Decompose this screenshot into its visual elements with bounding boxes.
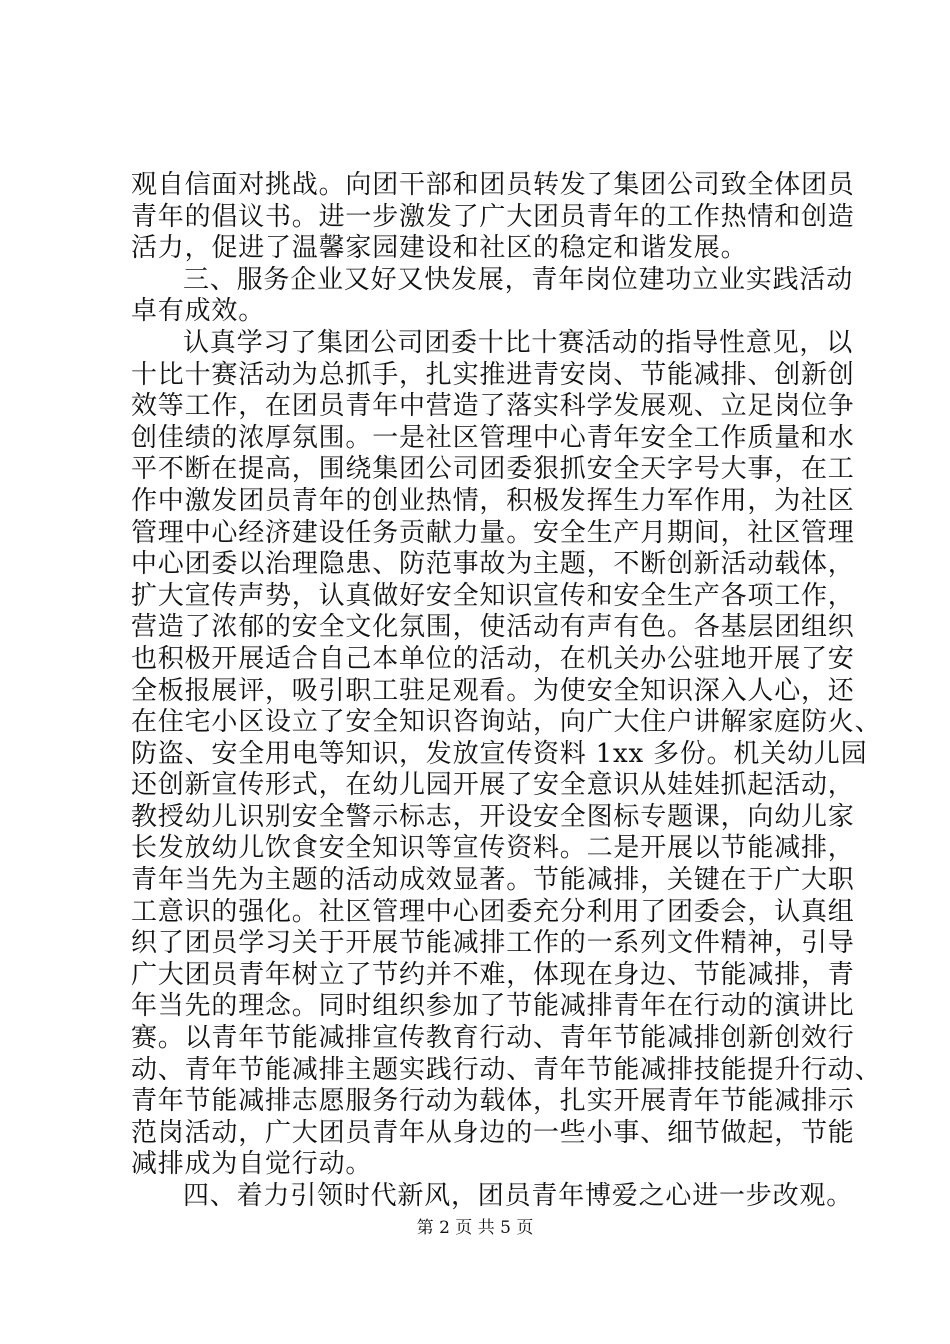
text-line: 作中激发团员青年的创业热情，积极发挥生力军作用，为社区 [131, 485, 855, 516]
section-heading-3: 三、服务企业又好又快发展，青年岗位建功立业实践活动 [183, 264, 854, 295]
text-line: 范岗活动，广大团员青年从身边的一些小事、细节做起，节能 [131, 1117, 855, 1148]
text-line: 在住宅小区设立了安全知识咨询站，向广大住户讲解家庭防火、 [131, 707, 882, 738]
text-line: 卓有成效。 [131, 296, 266, 327]
text-line: 减排成为自觉行动。 [131, 1149, 373, 1180]
text-line: 观自信面对挑战。向团干部和团员转发了集团公司致全体团员 [131, 170, 855, 200]
text-line: 织了团员学习关于开展节能减排工作的一系列文件精神，引导 [131, 928, 855, 959]
paragraph-start: 认真学习了集团公司团委十比十赛活动的指导性意见，以 [183, 327, 854, 358]
text-line: 防盗、安全用电等知识，发放宣传资料 1xx 多份。机关幼儿园 [131, 738, 868, 769]
text-line: 年当先的理念。同时组织参加了节能减排青年在行动的演讲比 [131, 991, 855, 1022]
text-line: 营造了浓郁的安全文化氛围，使活动有声有色。各基层团组织 [131, 612, 855, 643]
text-line: 活力，促进了温馨家园建设和社区的稳定和谐发展。 [131, 233, 748, 264]
text-line: 管理中心经济建设任务贡献力量。安全生产月期间，社区管理 [131, 517, 855, 548]
section-heading-4: 四、着力引领时代新风，团员青年博爱之心进一步改观。 [183, 1181, 854, 1211]
document-body [131, 170, 882, 1213]
text-line: 青年节能减排志愿服务行动为载体，扎实开展青年节能减排示 [131, 1086, 855, 1117]
page-number-footer: 第 2 页 共 5 页 [416, 1218, 534, 1238]
text-line: 教授幼儿识别安全警示标志，开设安全图标专题课，向幼儿家 [131, 801, 855, 832]
text-line: 扩大宣传声势，认真做好安全知识宣传和安全生产各项工作， [131, 580, 855, 611]
text-line: 十比十赛活动为总抓手，扎实推进青安岗、节能减排、创新创 [131, 359, 855, 390]
text-line: 中心团委以治理隐患、防范事故为主题，不断创新活动载体， [131, 549, 855, 580]
text-line: 长发放幼儿饮食安全知识等宣传资料。二是开展以节能减排， [131, 833, 855, 864]
text-line: 动、青年节能减排主题实践行动、青年节能减排技能提升行动、 [131, 1054, 882, 1085]
text-line: 赛。以青年节能减排宣传教育行动、青年节能减排创新创效行 [131, 1023, 855, 1054]
text-line: 广大团员青年树立了节约并不难，体现在身边、节能减排，青 [131, 959, 855, 990]
text-line: 青年当先为主题的活动成效显著。节能减排，关键在于广大职 [131, 865, 855, 896]
text-line: 创佳绩的浓厚氛围。一是社区管理中心青年安全工作质量和水 [131, 422, 855, 453]
text-line: 全板报展评，吸引职工驻足观看。为使安全知识深入人心，还 [131, 675, 855, 706]
text-line: 平不断在提高，围绕集团公司团委狠抓安全天字号大事，在工 [131, 454, 855, 485]
text-line: 青年的倡议书。进一步激发了广大团员青年的工作热情和创造 [131, 201, 855, 232]
text-line: 效等工作，在团员青年中营造了落实科学发展观、立足岗位争 [131, 391, 855, 422]
text-line: 工意识的强化。社区管理中心团委充分利用了团委会，认真组 [131, 896, 855, 927]
text-line: 也积极开展适合自己本单位的活动，在机关办公驻地开展了安 [131, 643, 855, 674]
text-line: 还创新宣传形式，在幼儿园开展了安全意识从娃娃抓起活动， [131, 770, 855, 801]
